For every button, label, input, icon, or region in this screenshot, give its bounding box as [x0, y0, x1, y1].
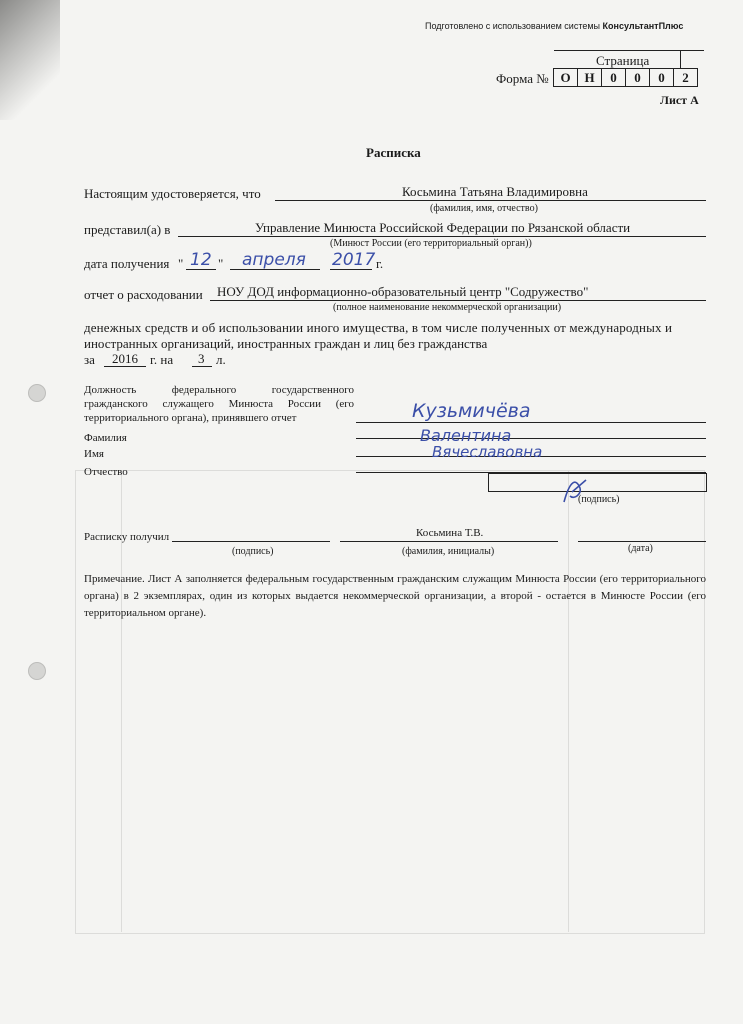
period-year: 2016: [112, 351, 138, 366]
official-surname[interactable]: Кузьмичёва: [412, 400, 531, 422]
footnote: Примечание. Лист А заполняется федеральным государственным гражданским служащим Минюста России (его территориального органа) в 2 экземплярах, один из которых выдается некоммерческой организации, а второй - остается в Минюсте России (его территориальном органе).: [84, 573, 706, 619]
paragraph-line-1: денежных средств и об использовании иного имущества, в том числе полученных от международных и: [84, 320, 673, 335]
form-code-cell: Н: [577, 68, 602, 87]
punch-hole-bottom: [28, 662, 46, 680]
official-signature-caption: (подпись): [578, 494, 620, 505]
period-for: за: [84, 352, 95, 367]
form-code-cell: 0: [601, 68, 626, 87]
receipt-signature-caption: (подпись): [232, 546, 274, 557]
receipt-label: Расписку получил: [84, 531, 170, 543]
official-surname-label: Фамилия: [84, 432, 127, 444]
sheet-label: Лист А: [660, 93, 699, 107]
date-quote-close: ": [218, 256, 224, 271]
official-signature-box[interactable]: [488, 473, 707, 492]
form-code-cell: 0: [625, 68, 650, 87]
person-name: Косьмина Татьяна Владимировна: [402, 184, 588, 199]
page-box-top: [554, 50, 704, 51]
date-label: дата получения: [84, 256, 170, 271]
report-label: отчет о расходовании: [84, 287, 203, 302]
official-position-label: Должность федерального государственного гражданского служащего Минюста России (его территориального органа), принявшего отчет: [84, 384, 354, 424]
form-code-cell: 0: [649, 68, 674, 87]
receipt-name-line: [340, 541, 558, 542]
header-note: Подготовлено с использованием системы КонсультантПлюс: [425, 21, 684, 31]
person-caption: (фамилия, имя, отчество): [430, 203, 538, 214]
receipt-name-caption: (фамилия, инициалы): [402, 546, 495, 557]
date-year-suffix: г.: [376, 256, 384, 271]
punch-hole-top: [28, 384, 46, 402]
presented-label: представил(а) в: [84, 222, 171, 237]
form-code-cell: 2: [673, 68, 698, 87]
date-year[interactable]: 2017: [332, 250, 376, 270]
certify-label: Настоящим удостоверяется, что: [84, 186, 261, 201]
date-month[interactable]: апреля: [242, 250, 306, 270]
official-surname-line: [356, 438, 706, 439]
official-position-line: [356, 422, 706, 423]
date-day[interactable]: 12: [190, 250, 212, 270]
period-suffix: л.: [216, 352, 226, 367]
org-caption: (полное наименование некоммерческой организации): [333, 302, 562, 313]
org-name-line: [210, 300, 706, 301]
period-q: 3: [198, 351, 205, 366]
page-box-side: [680, 50, 681, 68]
official-patronymic-label: Отчество: [84, 466, 128, 478]
receipt-name: Косьмина Т.В.: [416, 527, 484, 539]
page-shadow: [0, 0, 60, 120]
header-brand: КонсультантПлюс: [602, 21, 684, 31]
date-quote-open: ": [178, 256, 184, 271]
form-code-grid: [554, 68, 698, 87]
official-patronymic[interactable]: Вячеславовна: [432, 443, 543, 461]
paragraph-line-2: иностранных организаций, иностранных граждан и лиц без гражданства: [84, 336, 488, 351]
authority-line: [178, 236, 706, 237]
bleed-through-column: [568, 470, 569, 932]
org-name: НОУ ДОД информационно-образовательный центр "Содружество": [217, 284, 589, 299]
receipt-signature-line: [172, 541, 330, 542]
period-mid: г. на: [150, 352, 174, 367]
receipt-date-line: [578, 541, 706, 542]
receipt-date-caption: (дата): [628, 543, 653, 554]
page-title: Расписка: [366, 145, 421, 160]
authority-caption: (Минюст России (его территориальный орган)): [330, 238, 532, 249]
form-code-cell: О: [553, 68, 578, 87]
official-name-label: Имя: [84, 448, 104, 460]
authority-name: Управление Минюста Российской Федерации по Рязанской области: [255, 220, 631, 235]
official-name[interactable]: Валентина: [420, 426, 512, 445]
bleed-through-table: [75, 470, 705, 934]
form-label: Форма №: [496, 71, 549, 86]
page-label: Страница: [596, 53, 650, 68]
person-name-line: [275, 200, 706, 201]
